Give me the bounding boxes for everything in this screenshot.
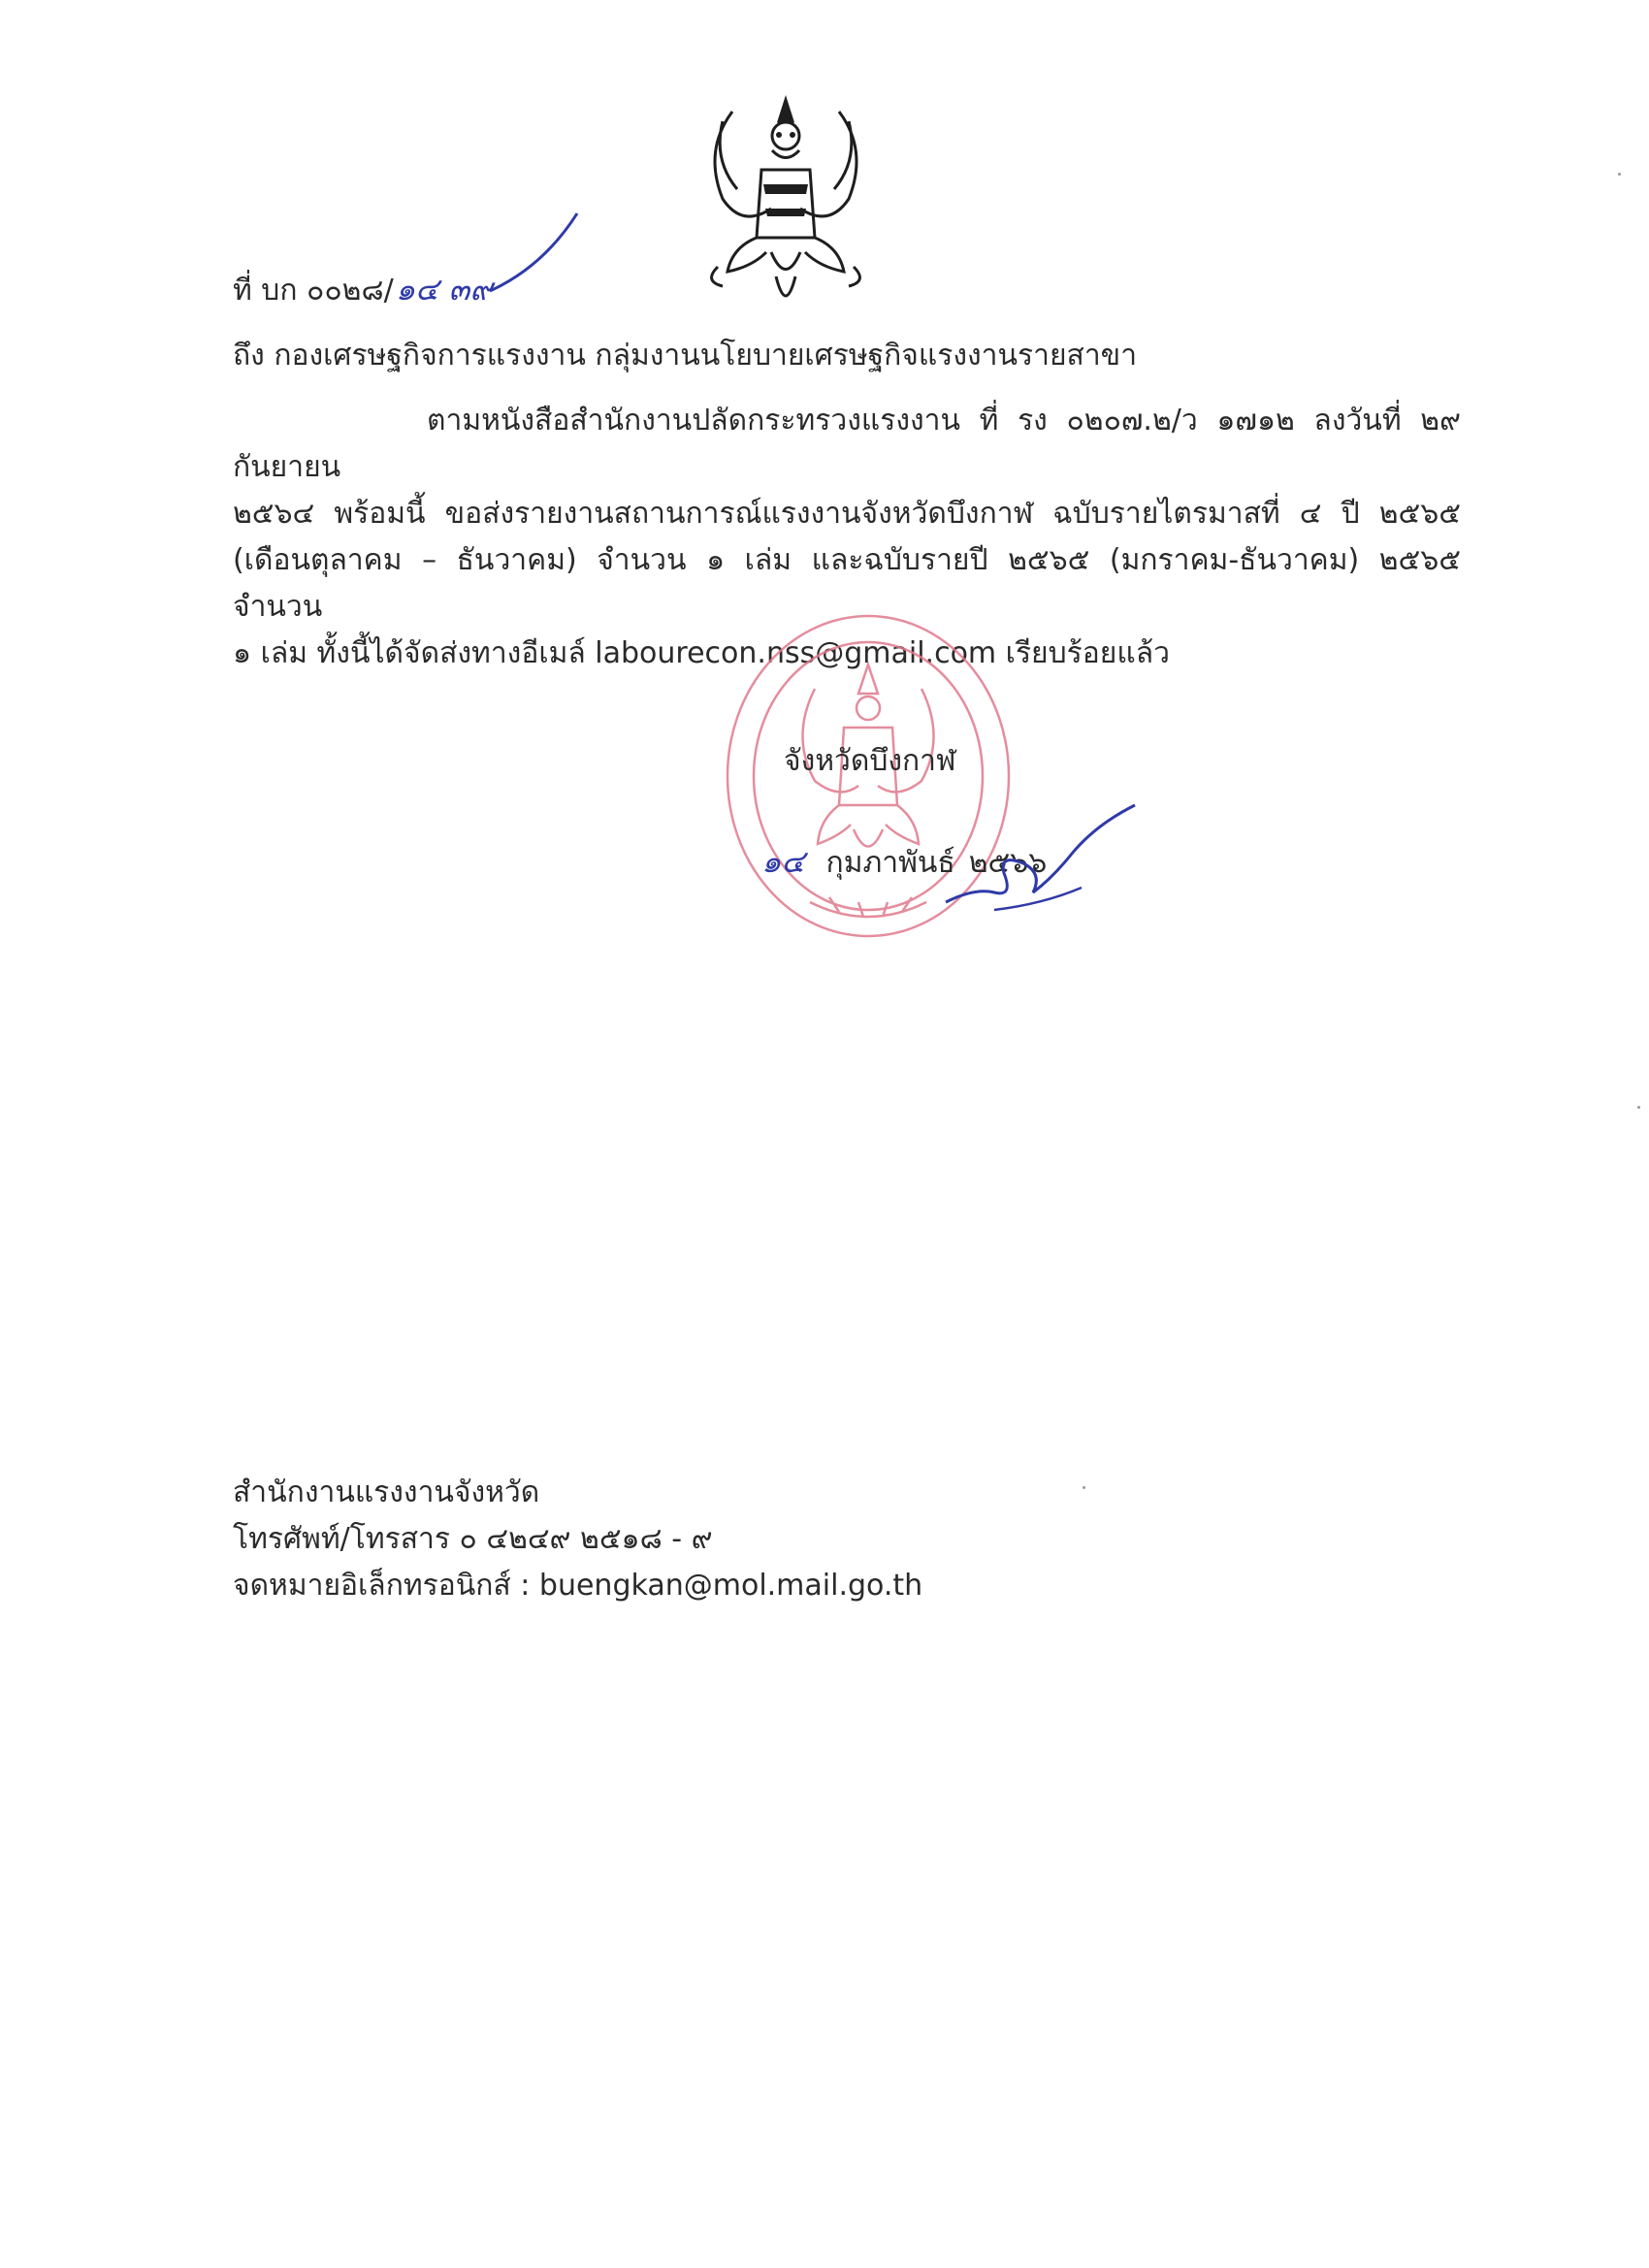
email-address: จดหมายอิเล็กทรอนิกส์ : buengkan@mol.mail.go.th xyxy=(233,1569,923,1603)
body-line: ๑ เล่ม ทั้งนี้ได้จัดส่งทางอีเมล์ labourecon.nss@gmail.com เรียบร้อยแล้ว xyxy=(233,636,1170,670)
province-name: จังหวัดบึงกาฬ xyxy=(784,744,956,778)
scan-speck xyxy=(1618,173,1621,176)
footer-contact xyxy=(233,1470,922,1609)
recipient-line: ถึง กองเศรษฐกิจการแรงงาน กลุ่มงานนโยบายเศรษฐกิจแรงงานรายสาขา xyxy=(233,339,1138,373)
phone-fax: โทรศัพท์/โทรสาร ๐ ๔๒๔๙ ๒๕๑๘ - ๙ xyxy=(233,1522,713,1556)
body-line: ตามหนังสือสำนักงานปลัดกระทรวงแรงงาน ที่ รง ๐๒๐๗.๒/ว ๑๗๑๒ ลงวันที่ ๒๙ กันยายน xyxy=(233,404,1461,484)
handwritten-signature xyxy=(936,795,1140,922)
reference-prefix: ที่ บก ๐๐๒๘/ xyxy=(233,274,394,308)
body-line: (เดือนตุลาคม – ธันวาคม) จำนวน ๑ เล่ม และฉบับรายปี ๒๕๖๕ (มกราคม-ธันวาคม) ๒๕๖๕ จำนวน xyxy=(233,543,1461,624)
date-day-handwritten: ๑๔ xyxy=(761,843,805,880)
date-month: กุมภาพันธ์ xyxy=(825,846,955,880)
office-name: สำนักงานแรงงานจังหวัด xyxy=(233,1475,540,1509)
scan-speck xyxy=(1083,1486,1085,1489)
garuda-emblem-icon xyxy=(694,92,878,325)
scan-speck xyxy=(1637,1106,1640,1109)
date-year: ๒๕๖๖ xyxy=(968,846,1048,880)
body-line: ๒๕๖๔ พร้อมนี้ ขอส่งรายงานสถานการณ์แรงงานจังหวัดบึงกาฬ ฉบับรายไตรมาสที่ ๔ ปี ๒๕๖๕ xyxy=(233,497,1461,531)
handwriting-stroke xyxy=(485,209,582,296)
reference-handwritten-number: ๑๔ ๓๙ xyxy=(395,271,493,308)
reference-number xyxy=(233,270,493,310)
